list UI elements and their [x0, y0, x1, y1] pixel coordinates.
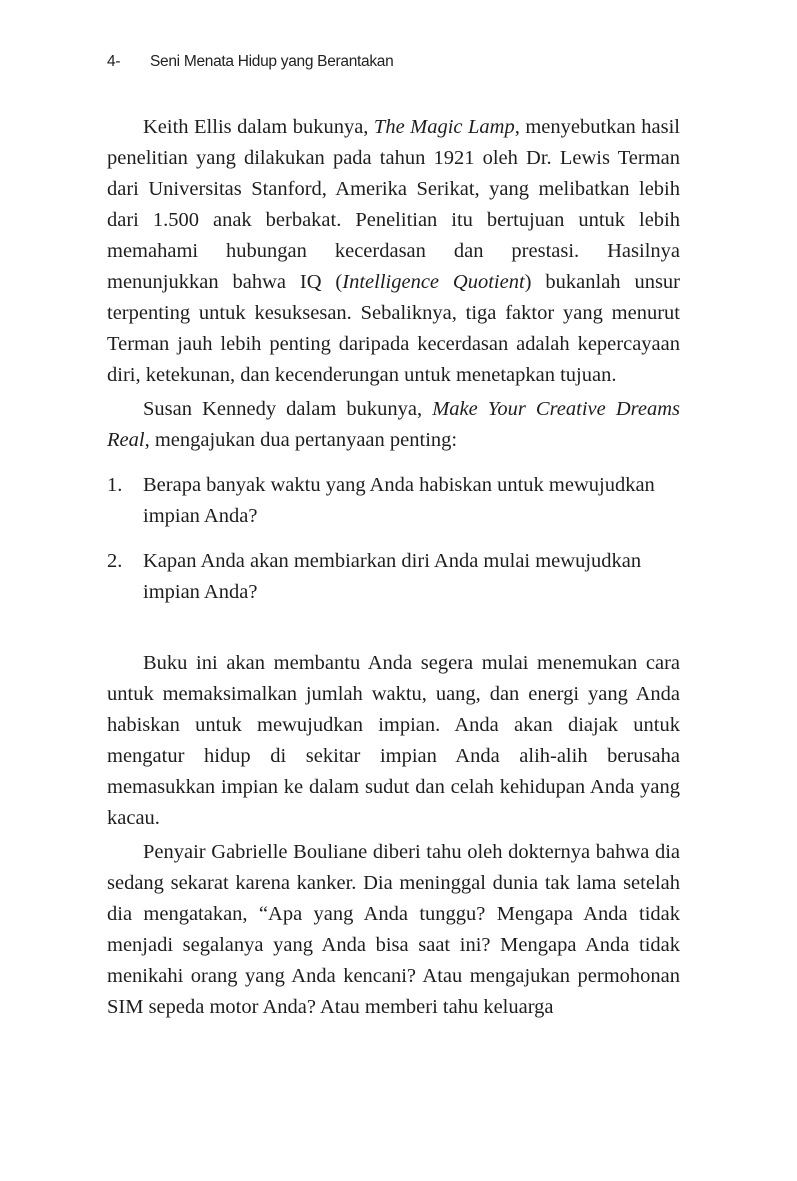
list-item-text: Kapan Anda akan membiarkan diri Anda mulai mewujudkan impian Anda? — [143, 550, 642, 603]
list-item — [107, 546, 680, 608]
paragraph-keith-ellis: Keith Ellis dalam bukunya, The Magic Lamp, menyebutkan hasil penelitian yang dilakukan pada tahun 1921 oleh Dr. Lewis Terman dari Universitas Stanford, Amerika Serikat, yang melibatkan lebih dari 1.500 anak berbakat. Penelitian itu bertujuan untuk lebih memahami hubungan kecerdasan dan prestasi. Hasilnya menunjukkan bahwa IQ (Intelligence Quotient) bukanlah unsur terpenting untuk kesuksesan. Sebaliknya, tiga faktor yang menurut Terman jauh lebih penting daripada kecerdasan adalah kepercayaan diri, ketekunan, dan kecenderungan untuk menetapkan tujuan. — [107, 116, 680, 386]
paragraph-gabrielle-bouliane: Penyair Gabrielle Bouliane diberi tahu oleh dokternya bahwa dia sedang sekarat karena kanker. Dia meninggal dunia tak lama setelah dia mengatakan, “Apa yang Anda tunggu? Mengapa Anda tidak menjadi segalanya yang Anda bisa saat ini? Mengapa Anda tidak menikahi orang yang Anda kencani? Atau mengajukan permohonan SIM sepeda motor Anda? Atau memberi tahu keluarga — [107, 841, 680, 1018]
running-header — [107, 53, 393, 71]
list-item — [107, 470, 680, 532]
list-number: 1. — [107, 474, 123, 496]
body-text — [107, 112, 680, 1023]
page-number: 4- — [107, 53, 121, 70]
paragraph-buku-ini: Buku ini akan membantu Anda segera mulai menemukan cara untuk memaksimalkan jumlah waktu, uang, dan energi yang Anda habiskan untuk mewujudkan impian. Anda akan diajak untuk mengatur hidup di sekitar impian Anda alih-alih berusaha memasukkan impian ke dalam sudut dan celah kehidupan Anda yang kacau. — [107, 652, 680, 829]
list-item-text: Berapa banyak waktu yang Anda habiskan untuk mewujudkan impian Anda? — [143, 474, 655, 527]
book-title: Seni Menata Hidup yang Berantakan — [150, 53, 394, 70]
book-title-the-magic-lamp: The Magic Lamp — [373, 116, 515, 138]
term-intelligence-quotient: Intelligence Quotient — [342, 271, 525, 293]
book-title-make-your-creative-dreams-real: Make Your Creative Dreams Real — [107, 398, 680, 451]
question-list — [107, 470, 680, 608]
paragraph-susan-kennedy: Susan Kennedy dalam bukunya, Make Your Creative Dreams Real, mengajukan dua pertanyaan penting: — [107, 398, 680, 451]
list-number: 2. — [107, 550, 123, 572]
